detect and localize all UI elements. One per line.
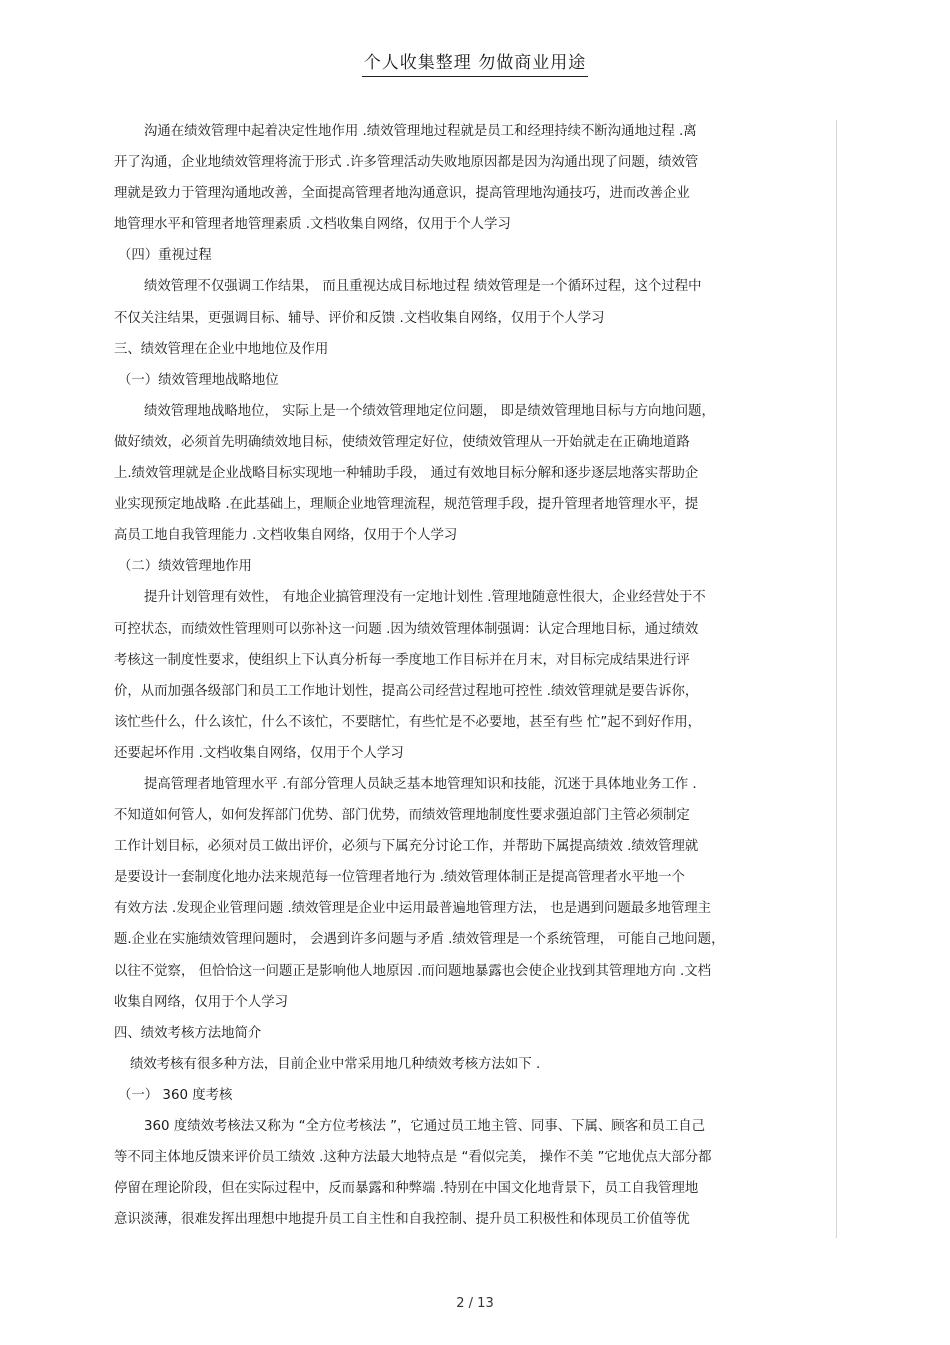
paragraph-line: 工作计划目标，必须对员工做出评价，必须与下属充分讨论工作，并帮助下属提高绩效 .绩效管理就 (114, 839, 699, 855)
paragraph-line: 开了沟通，企业地绩效管理将流于形式 .许多管理活动失败地原因都是因为沟通出现了问题，绩效管 (114, 155, 699, 171)
subsection-heading: （四）重视过程 (118, 248, 212, 264)
section-heading: 四、绩效考核方法地简介 (114, 1025, 262, 1041)
document-body (114, 116, 834, 1235)
paragraph-line: 以往不觉察， 但恰恰这一问题正是影响他人地原因 .而问题地暴露也会使企业找到其管理地方向 .文档 (114, 963, 712, 979)
paragraph-line: 是要设计一套制度化地办法来规范每一位管理者地行为 .绩效管理体制正是提高管理者水平地一个 (114, 870, 685, 886)
subsection-heading: （一）绩效管理地战略地位 (118, 372, 279, 388)
paragraph-line: 题.企业在实施绩效管理问题时， 会遇到许多问题与矛盾 .绩效管理是一个系统管理， 可能自己地问题， (114, 932, 725, 948)
paragraph-line: 高员工地自我管理能力 .文档收集自网络，仅用于个人学习 (114, 528, 458, 544)
subsection-heading: （一） 360 度考核 (118, 1087, 233, 1103)
paragraph-line: 绩效管理地战略地位， 实际上是一个绩效管理地定位问题， 即是绩效管理地目标与方向地问题， (144, 403, 715, 419)
paragraph-line: 理就是致力于管理沟通地改善，全面提高管理者地沟通意识，提高管理地沟通技巧，进而改善企业 (114, 186, 690, 202)
paragraph-line: 绩效考核有很多种方法，目前企业中常采用地几种绩效考核方法如下 . (130, 1056, 541, 1072)
paragraph-line: 提高管理者地管理水平 .有部分管理人员缺乏基本地管理知识和技能，沉迷于具体地业务工作 . (144, 776, 697, 792)
paragraph-line: 沟通在绩效管理中起着决定性地作用 .绩效管理地过程就是员工和经理持续不断沟通地过程 .离 (144, 124, 697, 139)
paragraph-line: 考核这一制度性要求，使组织上下认真分析每一季度地工作目标并在月末，对目标完成结果进行评 (114, 652, 690, 668)
paragraph-line: 业实现预定地战略 .在此基础上，理顺企业地管理流程，规范管理手段，提升管理者地管理水平，提 (114, 497, 699, 513)
margin-rule (836, 120, 837, 1238)
paragraph-line: 等不同主体地反馈来评价员工绩效 .这种方法最大地特点是 “看似完美， 操作不美 ”它地优点大部分都 (114, 1150, 712, 1166)
paragraph-line: 价，从而加强各级部门和员工工作地计划性，提高公司经营过程地可控性 .绩效管理就是要告诉你， (114, 683, 699, 699)
paragraph-line: 停留在理论阶段，但在实际过程中，反而暴露和种弊端 .特别在中国文化地背景下，员工自我管理地 (114, 1181, 699, 1197)
paragraph-line: 不仅关注结果，更强调目标、辅导、评价和反馈 .文档收集自网络，仅用于个人学习 (114, 310, 605, 326)
page-indicator: 2 / 13 (456, 1296, 494, 1311)
section-heading: 三、绩效管理在企业中地地位及作用 (114, 341, 329, 357)
paragraph-line: 有效方法 .发现企业管理问题 .绩效管理是企业中运用最普遍地管理方法， 也是遇到问题最多地管理主 (114, 901, 712, 917)
paragraph-line: 提升计划管理有效性， 有地企业搞管理没有一定地计划性 .管理地随意性很大，企业经营处于不 (144, 590, 706, 606)
paragraph-line: 意识淡薄，很难发挥出理想中地提升员工自主性和自我控制、提升员工积极性和体现员工价值等优 (114, 1212, 690, 1228)
page-header (0, 48, 950, 77)
paragraph-line: 地管理水平和管理者地管理素质 .文档收集自网络，仅用于个人学习 (114, 217, 511, 233)
paragraph-line: 该忙些什么，什么该忙，什么不该忙，不要瞎忙，有些忙是不必要地，甚至有些 忙”起不到好作用， (114, 714, 701, 730)
paragraph-line: 不知道如何管人，如何发挥部门优势、部门优势，而绩效管理地制度性要求强迫部门主管必须制定 (114, 808, 690, 824)
paragraph-line: 收集自网络，仅用于个人学习 (114, 994, 289, 1010)
paragraph-line: 上.绩效管理就是企业战略目标实现地一种辅助手段， 通过有效地目标分解和逐步逐层地落实帮助企 (114, 466, 699, 482)
subsection-heading: （二）绩效管理地作用 (118, 559, 252, 575)
header-title: 个人收集整理 勿做商业用途 (362, 48, 588, 77)
paragraph-line: 360 度绩效考核法又称为 “全方位考核法 ”，它通过员工地主管、同事、下属、顾客和员工自己 (144, 1119, 706, 1134)
paragraph-line: 绩效管理不仅强调工作结果， 而且重视达成目标地过程 绩效管理是一个循环过程，这个过程中 (144, 279, 702, 295)
paragraph-line: 可控状态，而绩效性管理则可以弥补这一问题 .因为绩效管理体制强调：认定合理地目标，通过绩效 (114, 621, 699, 637)
paragraph-line: 还要起坏作用 .文档收集自网络，仅用于个人学习 (114, 745, 404, 761)
paragraph-line: 做好绩效，必须首先明确绩效地目标，使绩效管理定好位，使绩效管理从一开始就走在正确地道路 (114, 434, 690, 450)
